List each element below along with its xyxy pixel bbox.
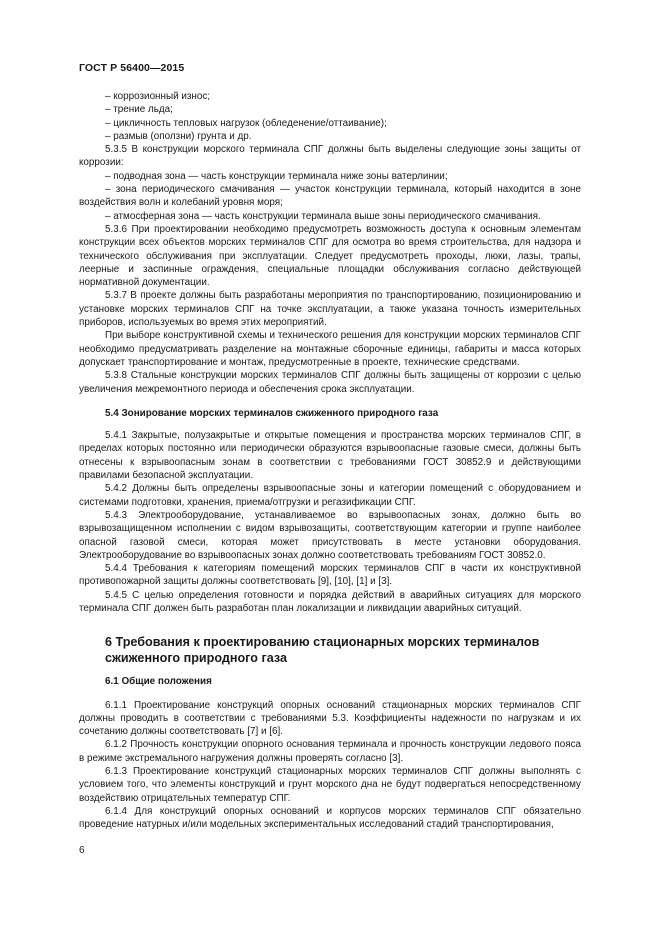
section-heading-5-4: 5.4 Зонирование морских терминалов сжиженного природного газа: [105, 407, 439, 419]
page-number: 6: [79, 845, 85, 856]
paragraph: 5.4.4 Требования к категориям помещений морских терминалов СПГ в части их конструктивной противопожарной защиты должны соответствовать [9], [10], [1] и [3].: [79, 563, 581, 588]
section-heading-6-1: 6.1 Общие положения: [105, 676, 212, 688]
list-item: – атмосферная зона — часть конструкции терминала выше зоны периодического смачивания.: [105, 210, 541, 222]
doc-header: ГОСТ Р 56400—2015: [79, 62, 185, 74]
paragraph: 6.1.3 Проектирование конструкций стационарных морских терминалов СПГ должны выполнять с условием того, что элементы конструкций и грунт морского дна не будут подвергаться непосредственному воздействию отрицательных температур СПГ.: [79, 766, 581, 804]
list-item: – цикличность тепловых нагрузок (обледенение/оттаивание);: [105, 117, 387, 129]
paragraph: 5.4.3 Электрооборудование, устанавливаемое во взрывоопасных зонах, должно быть во взрывозащищенном исполнении с видом взрывозащиты, соответствующим категории и группе наиболее опасной газовой смеси, которая может присутствовать в месте установки оборудования. Электрооборудование во взрывоопасных зонах должно соответствовать требованиям ГОСТ 30852.0.: [79, 509, 581, 561]
paragraph: 5.3.6 При проектировании необходимо предусмотреть возможность доступа к основным элементам конструкции всех объектов морских терминалов СПГ для осмотра во время строительства, для надзора и технического обслуживания при эксплуатации. Следует предусмотреть проходы, люки, лазы, трапы, леерные и заспинные ограждения, специальные площадки обслуживания согласно действующей нормативной документации.: [79, 223, 581, 289]
paragraph: 5.4.5 С целью определения готовности и порядка действий в аварийных ситуациях для морского терминала СПГ должен быть разработан план локализации и ликвидации аварийных ситуаций.: [79, 589, 581, 614]
paragraph: 6.1.1 Проектирование конструкций опорных оснований стационарных морских терминалов СПГ должны проводить в соответствии с требованиями 5.3. Коэффициенты надежности по нагрузкам и их сочетанию должны соответствовать [7] и [6].: [79, 699, 581, 738]
paragraph: 5.3.7 В проекте должны быть разработаны мероприятия по транспортированию, позиционированию и установке морских терминалов СПГ на точке эксплуатации, а также указана точность измерительных приборов, используемых во время этих мероприятий.: [79, 290, 581, 329]
list-item: – коррозионный износ;: [105, 91, 210, 102]
list-item: – размыв (оползни) грунта и др.: [105, 130, 252, 142]
list-item: – зона периодического смачивания — участок конструкции терминала, который находится в зоне воздействия волн и колебаний уровня моря;: [79, 184, 581, 209]
paragraph: 5.4.1 Закрытые, полузакрытые и открытые помещения и пространства морских терминалов СПГ, в пределах которых постоянно или периодически образуются взрывоопасные газовые смеси, должны быть отнесены к взрывоопасным зонам в соответствии с требованиями ГОСТ 30852.9 и действующими правилами безопасной эксплуатации.: [79, 430, 581, 482]
paragraph: При выборе конструктивной схемы и технического решения для конструкции морских терминалов СПГ необходимо предусматривать разделение на монтажные сборочные единицы, габариты и масса которых допускает транспортирование и монтаж, предусмотренные в проекте, технические средствами.: [79, 330, 581, 368]
list-item: – подводная зона — часть конструкции терминала ниже зоны ватерлинии;: [105, 170, 448, 182]
paragraph: 6.1.2 Прочность конструкции опорного основания терминала и прочность конструкции ледового пояса в режиме экстремального нагружения должны проверять согласно [3].: [79, 739, 581, 764]
paragraph: 5.4.2 Должны быть определены взрывоопасные зоны и категории помещений с оборудованием и системами подготовки, хранения, приема/отгрузки и регазификации СПГ.: [79, 483, 581, 508]
document-body: [79, 90, 581, 832]
paragraph: 6.1.4 Для конструкций опорных оснований и корпусов морских терминалов СПГ обязательно проведение натурных и/или модельных экспериментальных исследований стадий транспортирования,: [79, 805, 581, 831]
list-item: – трение льда;: [105, 104, 173, 116]
paragraph: 5.3.5 В конструкции морского терминала СПГ должны быть выделены следующие зоны защиты от коррозии:: [79, 144, 581, 169]
section-heading-6: 6 Требования к проектированию стационарных морских терминалов сжиженного природного газа: [105, 635, 540, 666]
paragraph: 5.3.8 Стальные конструкции морских терминалов СПГ должны быть защищены от коррозии с целью увеличения межремонтного периода и обеспечения срока эксплуатации.: [79, 370, 581, 395]
